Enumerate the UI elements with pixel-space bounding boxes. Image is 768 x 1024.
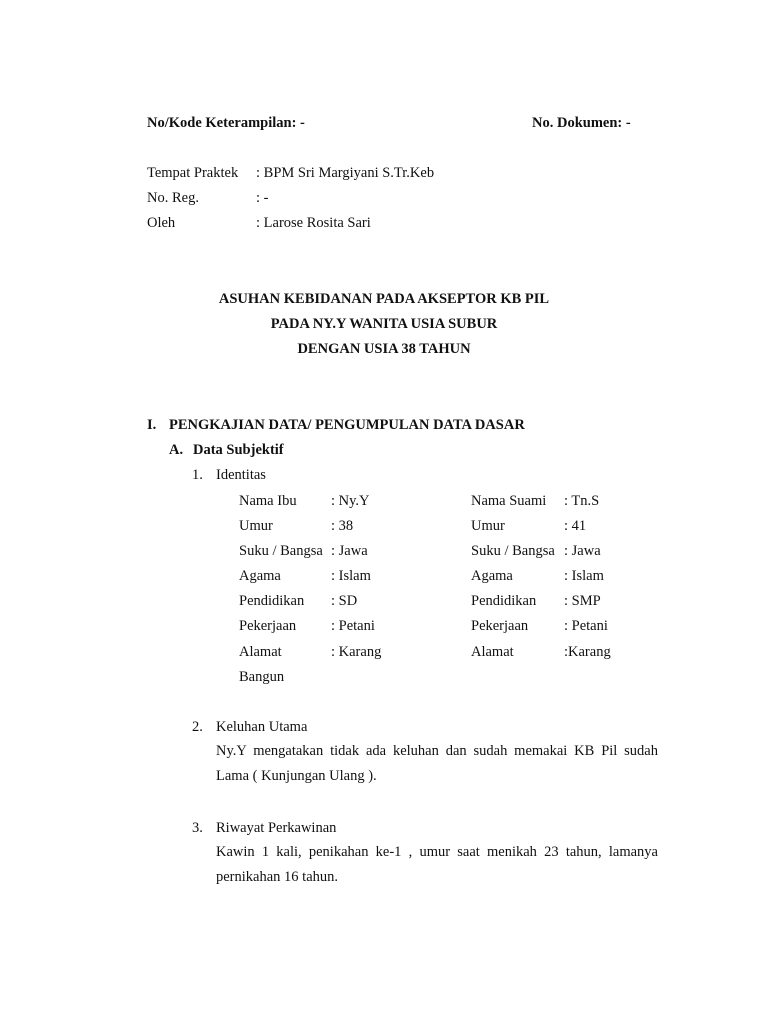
row-value-right: : Petani [564,618,608,634]
identitas-heading: Identitas [216,467,266,483]
section-i-heading: PENGKAJIAN DATA/ PENGUMPULAN DATA DASAR [169,417,525,433]
row-value-left: : Islam [331,568,371,584]
row-label-left: Umur [239,518,273,534]
info-label-place: Tempat Praktek [147,165,239,181]
row-value-right: :Karang [564,644,611,660]
section-a-letter: A. [169,442,184,458]
row-label-right: Nama Suami [471,493,547,509]
row-value-right: : 41 [564,518,587,534]
row-value-left: : SD [331,593,358,609]
row-value-left: : Karang [331,644,382,660]
riwayat-heading: Riwayat Perkawinan [216,820,337,836]
row-label-right: Pekerjaan [471,618,529,634]
row-value-right: : Islam [564,568,604,584]
title-line-1: ASUHAN KEBIDANAN PADA AKSEPTOR KB PIL [218,291,550,307]
row-label-left: Pendidikan [239,593,305,609]
row-value-left: : Jawa [331,543,368,559]
info-value-place: : BPM Sri Margiyani S.Tr.Keb [256,165,435,181]
row-label-right: Pendidikan [471,593,537,609]
row-label-right: Agama [471,568,513,584]
keluhan-number: 2. [192,719,203,735]
identitas-number: 1. [192,467,203,483]
title-line-2: PADA NY.Y WANITA USIA SUBUR [270,316,498,332]
document-number: No. Dokumen: - [532,115,631,131]
info-label-reg: No. Reg. [147,190,199,206]
row-value-right: : SMP [564,593,601,609]
row-value-right: : Jawa [564,543,601,559]
title-line-3: DENGAN USIA 38 TAHUN [297,341,471,357]
row-value-left: : Ny.Y [331,493,370,509]
row-label-left: Nama Ibu [239,493,297,509]
row-label-left: Pekerjaan [239,618,297,634]
row-label-right: Umur [471,518,505,534]
row-label-right: Alamat [471,644,514,660]
info-value-reg: : - [256,190,269,206]
riwayat-text: Kawin 1 kali, penikahan ke-1 , umur saat menikah 23 tahun, lamanya pernikahan 16 tahun. [216,844,658,885]
info-label-by: Oleh [147,215,176,231]
row-label-right: Suku / Bangsa [471,543,555,559]
address-continuation: Bangun [239,669,285,685]
keluhan-text: Ny.Y mengatakan tidak ada keluhan dan sudah memakai KB Pil sudah Lama ( Kunjungan Ulang ). [216,743,658,784]
section-a-heading: Data Subjektif [193,442,284,458]
row-value-right: : Tn.S [564,493,600,509]
row-label-left: Suku / Bangsa [239,543,323,559]
skill-code: No/Kode Keterampilan: - [147,115,305,131]
row-label-left: Alamat [239,644,282,660]
row-value-left: : Petani [331,618,375,634]
row-value-left: : 38 [331,518,354,534]
info-value-by: : Larose Rosita Sari [256,215,371,231]
section-i-number: I. [147,417,157,433]
keluhan-heading: Keluhan Utama [216,719,308,735]
riwayat-number: 3. [192,820,203,836]
row-label-left: Agama [239,568,281,584]
